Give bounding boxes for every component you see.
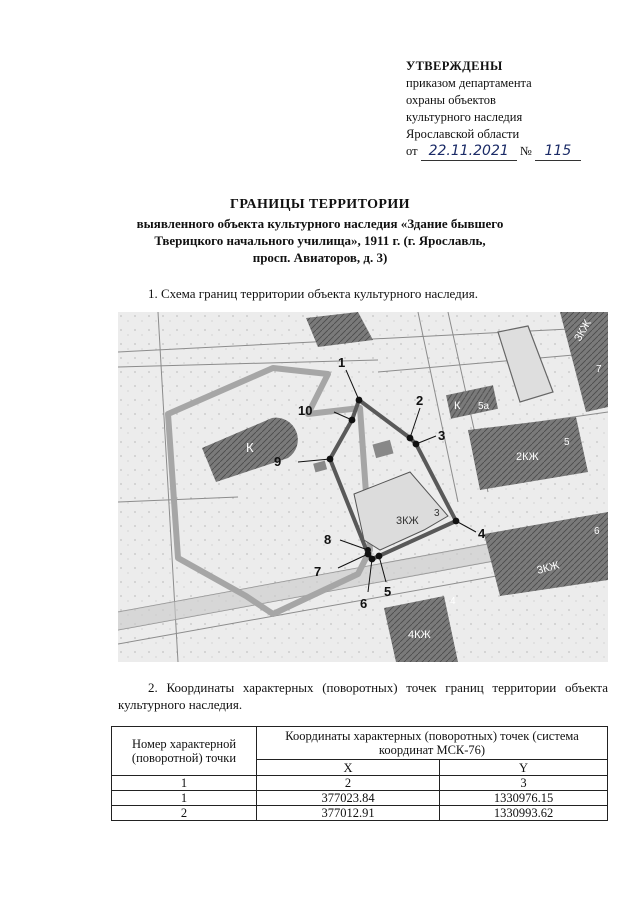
- map-label: 2КЖ: [516, 451, 539, 463]
- table-cell: 1: [112, 776, 257, 791]
- point-label: 8: [324, 532, 332, 547]
- approval-date-line: [406, 143, 616, 161]
- handwritten-date: 22.11.2021: [421, 143, 517, 161]
- map-label: 6: [594, 526, 600, 537]
- document-subtitle: [60, 215, 580, 266]
- point-label: 9: [274, 454, 282, 469]
- approval-line: охраны объектов: [406, 93, 496, 107]
- approval-heading: УТВЕРЖДЕНЫ: [406, 59, 503, 73]
- boundary-map: [118, 312, 608, 662]
- date-prefix: от: [406, 144, 418, 158]
- map-label: 3: [434, 508, 440, 519]
- point-label: 7: [314, 564, 322, 579]
- handwritten-number: 115: [535, 143, 581, 161]
- subtitle-line: выявленного объекта культурного наследия «Здание бывшего: [136, 216, 504, 231]
- header-point-number: Номер характерной (поворотной) точки: [112, 727, 257, 776]
- approval-block: [406, 58, 616, 161]
- map-label: 5: [564, 437, 570, 448]
- map-label: К: [246, 440, 254, 455]
- header-coordinates: Координаты характерных (поворотных) точек (система координат МСК-76): [257, 727, 608, 760]
- map-label: 3КЖ: [535, 559, 561, 577]
- subtitle-line: просп. Авиаторов, д. 3): [252, 250, 388, 265]
- table-cell: 377012.91: [257, 806, 440, 821]
- point-label: 6: [360, 596, 368, 611]
- table-row: [112, 791, 608, 806]
- approval-line: культурного наследия: [406, 110, 523, 124]
- table-header-row: [112, 727, 608, 760]
- point-label: 1: [338, 355, 346, 370]
- number-prefix: №: [519, 144, 532, 158]
- map-label: 3КЖ: [572, 317, 594, 344]
- point-label: 10: [298, 403, 313, 418]
- table-index-row: [112, 776, 608, 791]
- table-cell: 377023.84: [257, 791, 440, 806]
- section-2-text: 2. Координаты характерных (поворотных) точек границ территории объекта культурного наследия.: [118, 680, 608, 712]
- table-row: [112, 806, 608, 821]
- map-label: 3КЖ: [396, 515, 419, 527]
- map-label: К: [454, 400, 461, 412]
- map-label: 5а: [478, 401, 490, 412]
- document-title: ГРАНИЦЫ ТЕРРИТОРИИ: [230, 197, 410, 212]
- header-x: X: [257, 760, 440, 776]
- point-label: 2: [416, 393, 424, 408]
- table-cell: 3: [440, 776, 608, 791]
- table-cell: 1330993.62: [440, 806, 608, 821]
- point-label: 3: [438, 428, 446, 443]
- subtitle-line: Тверицкого начального училища», 1911 г. (г. Ярославль,: [154, 233, 486, 248]
- approval-line: Ярославской области: [406, 127, 520, 141]
- map-label: 7: [596, 364, 602, 375]
- header-y: Y: [440, 760, 608, 776]
- section-1-heading: 1. Схема границ территории объекта культурного наследия.: [148, 286, 478, 301]
- table-cell: 2: [257, 776, 440, 791]
- point-label: 5: [384, 584, 392, 599]
- table-cell: 1: [112, 791, 257, 806]
- map-label: 4КЖ: [408, 629, 431, 641]
- approval-line: приказом департамента: [406, 76, 532, 90]
- point-label: 4: [478, 526, 486, 541]
- table-cell: 1330976.15: [440, 791, 608, 806]
- table-cell: 2: [112, 806, 257, 821]
- coordinates-table: [111, 726, 608, 821]
- map-label: 4: [450, 596, 456, 607]
